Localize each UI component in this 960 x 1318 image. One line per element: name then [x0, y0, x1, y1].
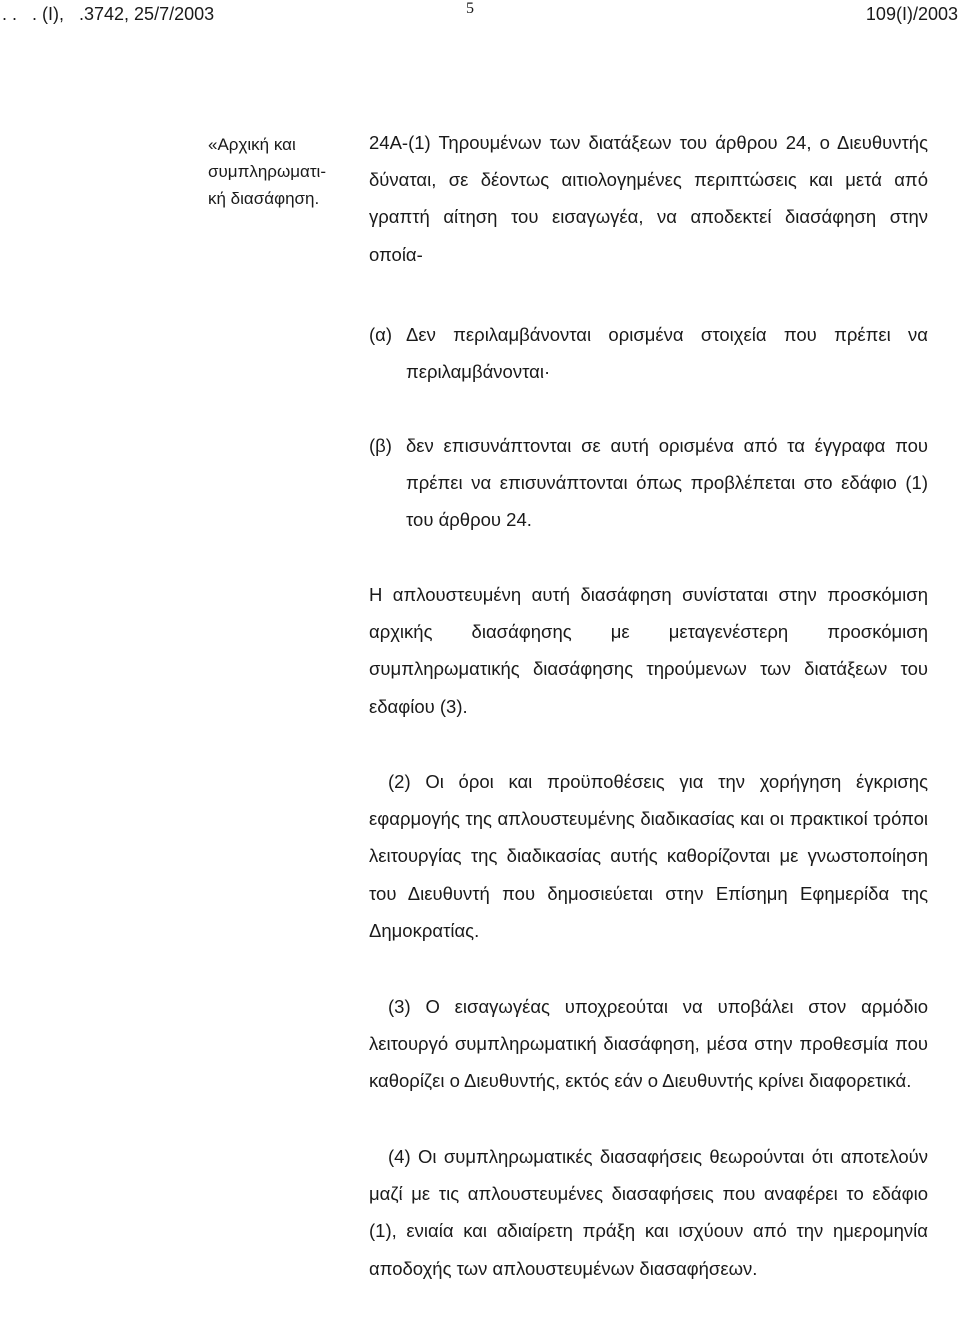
item-label-b: (β) [369, 435, 392, 456]
paragraph-4: (4) Οι συμπληρωματικές διασαφήσεις θεωρούνται ότι αποτελούν μαζί με τις απλουστευμένες διασαφήσεις που αναφέρει το εδάφιο (1), ενιαία και αδιαίρετη πράξη και ισχύουν από την ημερομηνία αποδοχής των απλουστευμένων διασαφήσεων. [369, 1146, 928, 1279]
item-label-a: (α) [369, 324, 393, 345]
section-intro: 24Α-(1) Τηρουμένων των διατάξεων του άρθρου 24, ο Διευθυντής δύναται, σε δέοντως αιτιολογημένες περιπτώσεις και μετά από γραπτή αίτηση του εισαγωγέα, να αποδεκτεί διασάφηση στην οποία- [369, 132, 928, 265]
paragraph-3: (3) Ο εισαγωγέας υποχρεούται να υποβάλει στον αρμόδιο λειτουργό συμπληρωματική διασάφηση, μέσα στην προθεσμία που καθορίζει ο Διευθυντής, εκτός εάν ο Διευθυντής κρίνει διαφορετικά. [369, 996, 928, 1092]
item-text-b: δεν επισυνάπτονται σε αυτή ορισμένα από τα έγγραφα που πρέπει να επισυνάπτονται όπως προβλέπεται στο εδάφιο (1) του άρθρου 24. [406, 435, 928, 531]
law-number: 109(Ι)/2003 [865, 4, 958, 24]
page-header-reference: . . . (Ι), .3742, 25/7/2003 [2, 4, 215, 24]
page-number: 5 [466, 0, 474, 17]
margin-note: «Αρχική και συμπληρωματι-κή διασάφηση. [208, 135, 326, 208]
item-text-a: Δεν περιλαμβάνονται ορισμένα στοιχεία που πρέπει να περιλαμβάνονται· [406, 324, 928, 383]
paragraph-simplified-declaration: Η απλουστευμένη αυτή διασάφηση συνίσταται στην προσκόμιση αρχικής διασάφησης με μεταγενέστερη προσκόμιση συμπληρωματικής διασάφησης τηρούμενων των διατάξεων του εδαφίου (3). [369, 584, 928, 717]
paragraph-2: (2) Οι όροι και προϋποθέσεις για την χορήγηση έγκρισης εφαρμογής της απλουστευμένης διαδικασίας και οι πρακτικοί τρόποι λειτουργίας της διαδικασίας αυτής καθορίζονται με γνωστοποίηση του Διευθυντή που δημοσιεύεται στην Επίσημη Εφημερίδα της Δημοκρατίας. [369, 771, 928, 941]
